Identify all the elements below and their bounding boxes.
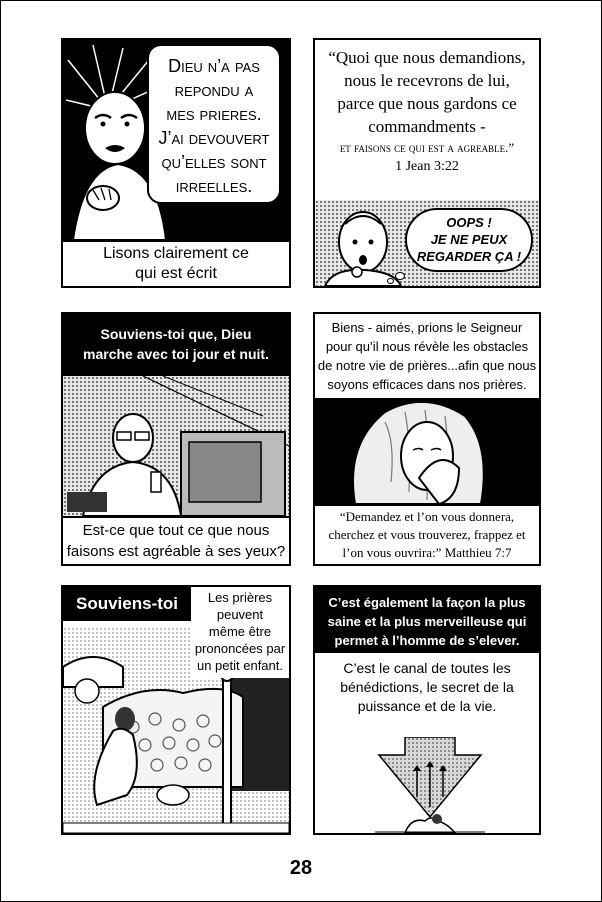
header-line: de notre vie de prières...afin que nous	[317, 358, 537, 373]
header-line: saine et la plus merveilleuse qui	[327, 614, 527, 629]
panel-child-praying	[61, 585, 291, 835]
panel-angry-man	[61, 38, 291, 288]
text-line: peuvent	[216, 607, 264, 622]
quote-line: parce que nous gardons ce	[337, 94, 517, 113]
panel-man-bowing	[313, 585, 541, 835]
text-line: C’est le canal de toutes les	[343, 660, 511, 676]
text-line: Les prières	[207, 590, 273, 605]
panel-3-header	[63, 314, 289, 376]
panel-man-at-tv	[61, 312, 291, 566]
quote-line: “Demandez et l’on vous donnera,	[339, 509, 515, 524]
panel-3-caption	[63, 516, 289, 564]
woman-praying-illustration	[315, 398, 539, 504]
header-line: permet à l’homme de s’elever.	[334, 633, 520, 648]
panel-5-label: Souviens-toi	[63, 587, 191, 621]
text-line: bénédictions, le secret de la	[340, 679, 514, 695]
scripture-reference: 1 Jean 3:22	[395, 159, 459, 174]
page-number: 28	[289, 857, 313, 879]
thought-line: JE NE PEUX	[430, 232, 508, 247]
header-line: marche avec toi jour et nuit.	[83, 346, 269, 362]
quote-line: “Quoi que nous demandions,	[328, 48, 526, 67]
quote-line: cherchez et vous trouverez, frappez et	[328, 527, 526, 542]
quote-line-small: et faisons ce qui est a agreable.”	[339, 140, 515, 155]
speech-line: qu’elles sont	[161, 152, 267, 172]
panel-woman-praying	[313, 312, 541, 566]
panel-6-text	[315, 659, 539, 716]
caption-line: Lisons clairement ce	[103, 245, 249, 262]
thought-dot	[395, 272, 405, 280]
panel-4-header	[315, 318, 539, 394]
worried-man-illustration	[317, 200, 407, 286]
scripture-quote	[315, 46, 539, 176]
man-watching-tv-illustration	[63, 376, 289, 516]
header-line: C’est également la façon la plus	[328, 595, 526, 610]
text-line: un petit enfant.	[196, 658, 283, 673]
caption-line: faisons est agréable à ses yeux?	[66, 543, 286, 560]
text-line: prononcées par	[194, 641, 286, 656]
header-line: soyons efficaces dans nos prières.	[327, 377, 527, 392]
text-line: même être	[208, 624, 272, 639]
caption-line: Est-ce que tout ce que nous	[82, 522, 270, 539]
thought-bubble	[405, 208, 533, 272]
panel-5-text	[191, 589, 289, 678]
speech-line: J’ai devouvert	[158, 128, 270, 148]
quote-line: commandments -	[368, 117, 486, 136]
header-line: Biens - aimés, prions le Seigneur	[331, 320, 523, 335]
thought-line: OOPS !	[446, 215, 492, 230]
panel-6-header	[315, 587, 539, 653]
speech-bubble	[147, 44, 281, 204]
quote-line: nous le recevrons de lui,	[344, 71, 510, 90]
panel-scripture-1john	[313, 38, 541, 288]
caption-line: qui est écrit	[135, 265, 217, 282]
quote-line: l’on vous ouvrira:” Matthieu 7:7	[342, 545, 512, 560]
downward-arrow-illustration	[375, 737, 485, 833]
thought-line: REGARDER ÇA !	[416, 249, 522, 264]
panel-4-quote	[315, 504, 539, 564]
panel-1-caption	[63, 240, 289, 286]
header-line: pour qu’il nous révèle les obstacles	[325, 339, 529, 354]
speech-line: mes prieres.	[166, 104, 262, 124]
speech-line: repondu a	[174, 80, 254, 100]
text-line: puissance et de la vie.	[357, 698, 497, 714]
header-line: Souviens-toi que, Dieu	[100, 326, 252, 342]
thought-dot	[387, 278, 394, 284]
speech-line: Dieu n’a pas	[168, 56, 260, 76]
speech-line: irreelles.	[175, 176, 253, 196]
